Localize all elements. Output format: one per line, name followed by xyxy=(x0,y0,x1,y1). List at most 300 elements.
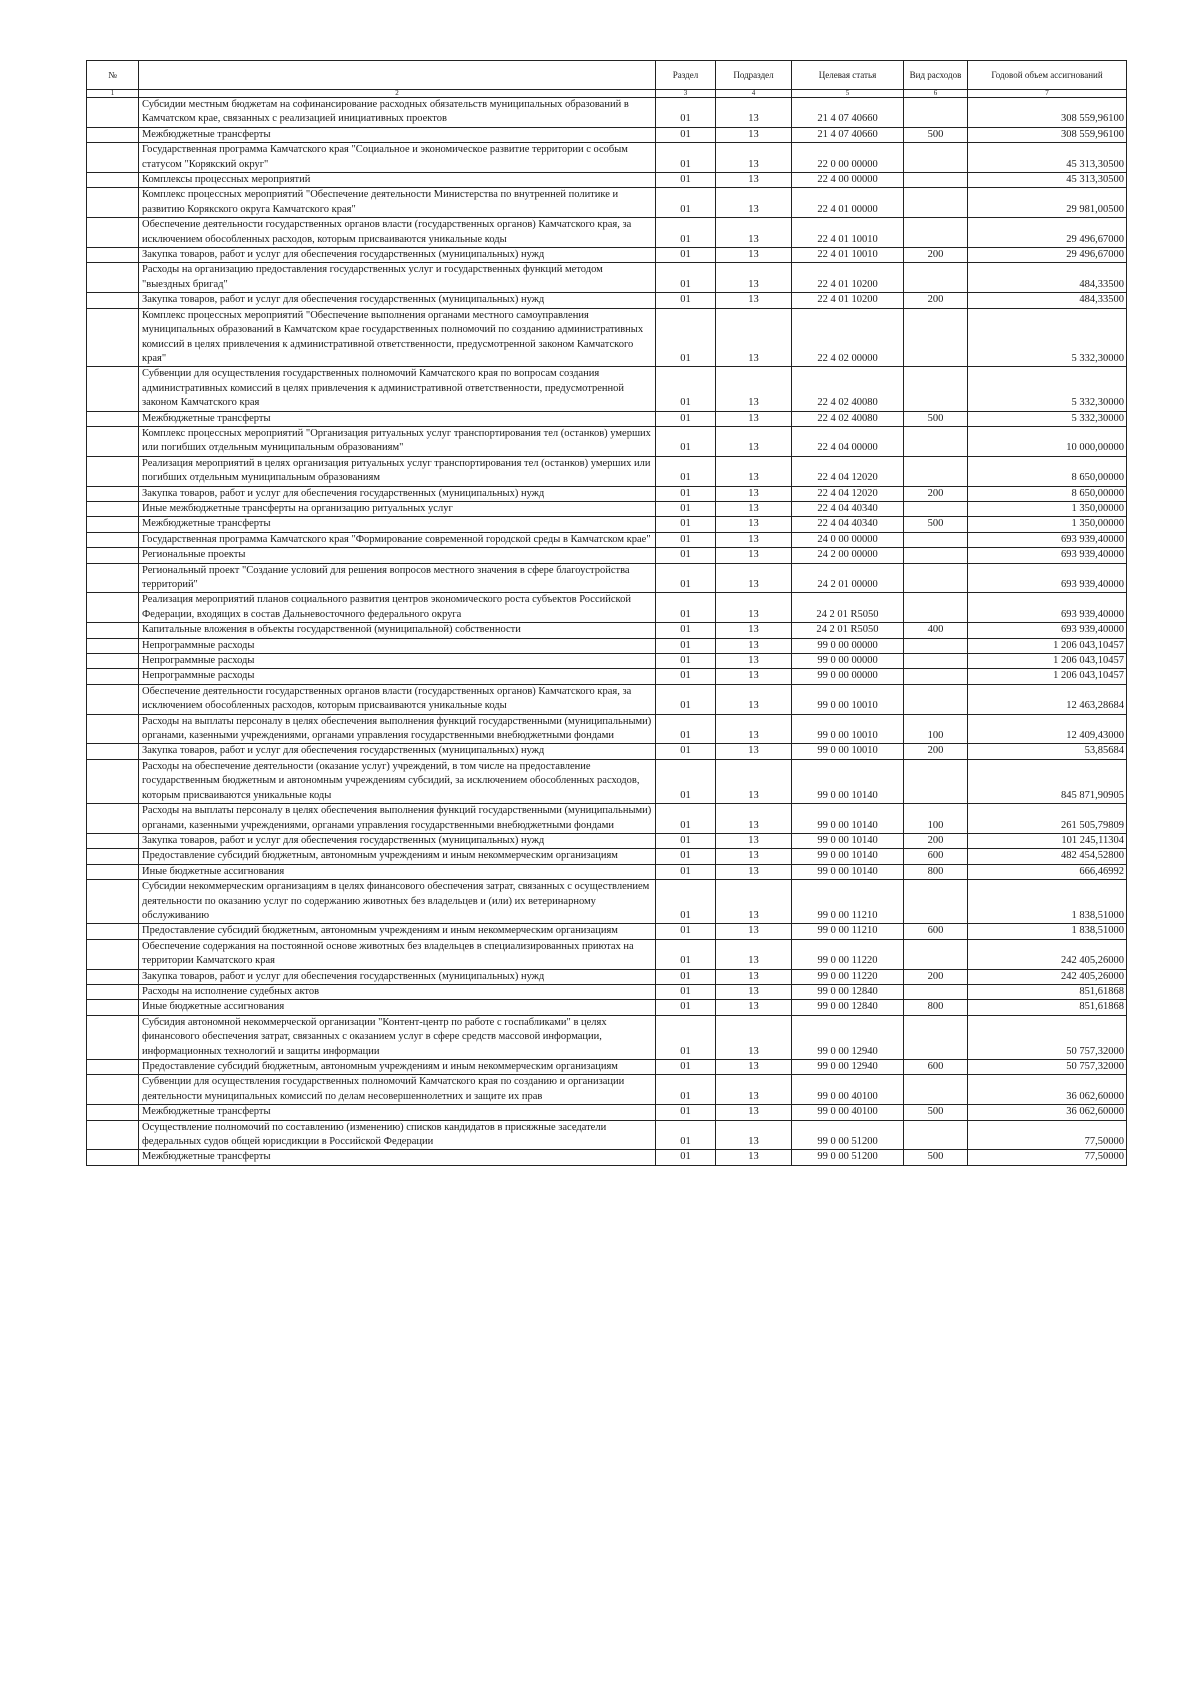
cell-expense-type: 200 xyxy=(904,486,968,501)
cell-amount: 1 206 043,10457 xyxy=(968,654,1127,669)
cell-name: Региональные проекты xyxy=(139,548,656,563)
cell-amount: 693 939,40000 xyxy=(968,532,1127,547)
cell-target-article: 99 0 00 10010 xyxy=(792,684,904,714)
cell-podrazdel: 13 xyxy=(716,969,792,984)
cell-name: Субсидии местным бюджетам на софинансирование расходных обязательств муниципальных образований в Камчатском крае, связанных с реализацией инициативных проектов xyxy=(139,98,656,128)
cell-razdel: 01 xyxy=(656,714,716,744)
cell-num xyxy=(87,939,139,969)
cell-target-article: 22 4 04 12020 xyxy=(792,456,904,486)
cell-num xyxy=(87,669,139,684)
cell-expense-type xyxy=(904,456,968,486)
cell-amount: 77,50000 xyxy=(968,1150,1127,1165)
cell-amount: 5 332,30000 xyxy=(968,411,1127,426)
cell-podrazdel: 13 xyxy=(716,1075,792,1105)
cell-name: Государственная программа Камчатского края "Социальное и экономическое развитие территории с особым статусом "Корякский округ" xyxy=(139,143,656,173)
cell-name: Предоставление субсидий бюджетным, автономным учреждениям и иным некоммерческим организациям xyxy=(139,1060,656,1075)
table-row xyxy=(87,759,1127,803)
table-row xyxy=(87,411,1127,426)
cell-podrazdel: 13 xyxy=(716,98,792,128)
table-row xyxy=(87,593,1127,623)
cell-amount: 693 939,40000 xyxy=(968,623,1127,638)
cell-expense-type xyxy=(904,759,968,803)
cell-name: Расходы на обеспечение деятельности (оказание услуг) учреждений, в том числе на предоставление государственным бюджетным и автономным учреждениям субсидий, за исключением обособленных расходов, которым присваиваются уникальные коды xyxy=(139,759,656,803)
cell-target-article: 22 4 02 40080 xyxy=(792,411,904,426)
header-annual-volume: Годовой объем ассигнований xyxy=(968,61,1127,90)
cell-target-article: 24 2 00 00000 xyxy=(792,548,904,563)
cell-razdel: 01 xyxy=(656,804,716,834)
cell-expense-type: 500 xyxy=(904,127,968,142)
cell-name: Региональный проект "Создание условий для решения вопросов местного значения в сфере благоустройства территорий" xyxy=(139,563,656,593)
cell-amount: 45 313,30500 xyxy=(968,173,1127,188)
table-row xyxy=(87,969,1127,984)
cell-expense-type xyxy=(904,654,968,669)
cell-razdel: 01 xyxy=(656,880,716,924)
cell-expense-type xyxy=(904,218,968,248)
cell-target-article: 99 0 00 12840 xyxy=(792,984,904,999)
table-row xyxy=(87,924,1127,939)
cell-podrazdel: 13 xyxy=(716,308,792,367)
cell-num xyxy=(87,501,139,516)
cell-razdel: 01 xyxy=(656,984,716,999)
cell-expense-type xyxy=(904,308,968,367)
cell-amount: 482 454,52800 xyxy=(968,849,1127,864)
cell-amount: 29 496,67000 xyxy=(968,248,1127,263)
cell-name: Субвенции для осуществления государственных полномочий Камчатского края по созданию и организации деятельности муниципальных комиссий по делам несовершеннолетних и защите их прав xyxy=(139,1075,656,1105)
cell-num xyxy=(87,849,139,864)
cell-name: Иные межбюджетные трансферты на организацию ритуальных услуг xyxy=(139,501,656,516)
budget-table-sheet xyxy=(86,60,1126,1166)
cell-name: Межбюджетные трансферты xyxy=(139,517,656,532)
cell-target-article: 21 4 07 40660 xyxy=(792,98,904,128)
table-row xyxy=(87,864,1127,879)
cell-name: Расходы на выплаты персоналу в целях обеспечения выполнения функций государственными (муниципальными) органами, казенными учреждениями, органами управления государственными внебюджетными фондами xyxy=(139,804,656,834)
cell-podrazdel: 13 xyxy=(716,684,792,714)
cell-name: Субвенции для осуществления государственных полномочий Камчатского края по вопросам создания административных комиссий в целях привлечения к административной ответственности, предусмотренной законом Камчатского края xyxy=(139,367,656,411)
table-row xyxy=(87,486,1127,501)
cell-target-article: 22 4 02 00000 xyxy=(792,308,904,367)
table-row xyxy=(87,1075,1127,1105)
cell-name: Предоставление субсидий бюджетным, автономным учреждениям и иным некоммерческим организациям xyxy=(139,924,656,939)
cell-expense-type xyxy=(904,263,968,293)
table-row xyxy=(87,367,1127,411)
cell-podrazdel: 13 xyxy=(716,563,792,593)
cell-expense-type xyxy=(904,984,968,999)
cell-podrazdel: 13 xyxy=(716,939,792,969)
cell-expense-type xyxy=(904,367,968,411)
cell-amount: 10 000,00000 xyxy=(968,426,1127,456)
table-row xyxy=(87,532,1127,547)
cell-podrazdel: 13 xyxy=(716,501,792,516)
table-row xyxy=(87,684,1127,714)
table-row xyxy=(87,293,1127,308)
cell-amount: 1 838,51000 xyxy=(968,924,1127,939)
cell-name: Государственная программа Камчатского края "Формирование современной городской среды в Камчатском крае" xyxy=(139,532,656,547)
cell-name: Субсидия автономной некоммерческой организации "Контент-центр по работе с госпабликами" в целях финансового обеспечения затрат, связанных с оказанием услуг в сфере средств массовой информации, информационных технологий и защиты информации xyxy=(139,1015,656,1059)
cell-razdel: 01 xyxy=(656,188,716,218)
cell-target-article: 99 0 00 40100 xyxy=(792,1075,904,1105)
cell-podrazdel: 13 xyxy=(716,517,792,532)
cell-razdel: 01 xyxy=(656,248,716,263)
cell-podrazdel: 13 xyxy=(716,638,792,653)
cell-razdel: 01 xyxy=(656,623,716,638)
cell-name: Непрограммные расходы xyxy=(139,669,656,684)
table-row xyxy=(87,1060,1127,1075)
cell-amount: 12 463,28684 xyxy=(968,684,1127,714)
cell-name: Комплекс процессных мероприятий "Обеспечение деятельности Министерства по внутренней политике и развитию Корякского округа Камчатского края" xyxy=(139,188,656,218)
cell-num xyxy=(87,532,139,547)
cell-razdel: 01 xyxy=(656,218,716,248)
cell-num xyxy=(87,367,139,411)
cell-num xyxy=(87,1120,139,1150)
cell-razdel: 01 xyxy=(656,1105,716,1120)
cell-amount: 693 939,40000 xyxy=(968,563,1127,593)
cell-expense-type xyxy=(904,143,968,173)
cell-podrazdel: 13 xyxy=(716,744,792,759)
cell-razdel: 01 xyxy=(656,1015,716,1059)
cell-expense-type xyxy=(904,638,968,653)
cell-podrazdel: 13 xyxy=(716,1060,792,1075)
column-index: 4 xyxy=(716,90,792,98)
column-index: 6 xyxy=(904,90,968,98)
cell-amount: 36 062,60000 xyxy=(968,1105,1127,1120)
cell-razdel: 01 xyxy=(656,98,716,128)
cell-amount: 8 650,00000 xyxy=(968,456,1127,486)
table-row xyxy=(87,623,1127,638)
cell-podrazdel: 13 xyxy=(716,173,792,188)
cell-expense-type xyxy=(904,1015,968,1059)
cell-target-article: 99 0 00 00000 xyxy=(792,669,904,684)
cell-amount: 29 981,00500 xyxy=(968,188,1127,218)
cell-podrazdel: 13 xyxy=(716,426,792,456)
cell-num xyxy=(87,1105,139,1120)
cell-num xyxy=(87,638,139,653)
table-body xyxy=(87,98,1127,1166)
cell-podrazdel: 13 xyxy=(716,984,792,999)
table-row xyxy=(87,849,1127,864)
cell-podrazdel: 13 xyxy=(716,293,792,308)
cell-razdel: 01 xyxy=(656,501,716,516)
cell-name: Предоставление субсидий бюджетным, автономным учреждениям и иным некоммерческим организациям xyxy=(139,849,656,864)
table-row xyxy=(87,744,1127,759)
cell-razdel: 01 xyxy=(656,939,716,969)
cell-amount: 29 496,67000 xyxy=(968,218,1127,248)
cell-amount: 693 939,40000 xyxy=(968,593,1127,623)
cell-expense-type: 600 xyxy=(904,849,968,864)
cell-amount: 8 650,00000 xyxy=(968,486,1127,501)
cell-num xyxy=(87,517,139,532)
cell-podrazdel: 13 xyxy=(716,759,792,803)
column-index: 7 xyxy=(968,90,1127,98)
cell-amount: 101 245,11304 xyxy=(968,833,1127,848)
cell-name: Комплекс процессных мероприятий "Обеспечение выполнения органами местного самоуправления муниципальных образований в Камчатском крае государственных полномочий по созданию административных комиссий в целях привлечения к административной ответственности, предусмотренной законом Камчатского края" xyxy=(139,308,656,367)
table-row xyxy=(87,714,1127,744)
header-row xyxy=(87,61,1127,90)
cell-amount: 851,61868 xyxy=(968,1000,1127,1015)
cell-amount: 484,33500 xyxy=(968,263,1127,293)
cell-num xyxy=(87,98,139,128)
cell-razdel: 01 xyxy=(656,924,716,939)
cell-razdel: 01 xyxy=(656,456,716,486)
cell-name: Расходы на выплаты персоналу в целях обеспечения выполнения функций государственными (муниципальными) органами, казенными учреждениями, органами управления государственными внебюджетными фондами xyxy=(139,714,656,744)
cell-amount: 693 939,40000 xyxy=(968,548,1127,563)
cell-target-article: 24 0 00 00000 xyxy=(792,532,904,547)
cell-name: Межбюджетные трансферты xyxy=(139,411,656,426)
table-row xyxy=(87,833,1127,848)
cell-target-article: 22 4 00 00000 xyxy=(792,173,904,188)
table-row xyxy=(87,1105,1127,1120)
cell-amount: 1 206 043,10457 xyxy=(968,669,1127,684)
cell-name: Иные бюджетные ассигнования xyxy=(139,1000,656,1015)
cell-target-article: 24 2 01 R5050 xyxy=(792,593,904,623)
cell-target-article: 24 2 01 R5050 xyxy=(792,623,904,638)
cell-num xyxy=(87,411,139,426)
cell-target-article: 99 0 00 00000 xyxy=(792,638,904,653)
cell-expense-type xyxy=(904,426,968,456)
cell-num xyxy=(87,833,139,848)
cell-expense-type: 100 xyxy=(904,714,968,744)
table-row xyxy=(87,984,1127,999)
cell-target-article: 99 0 00 10140 xyxy=(792,833,904,848)
cell-razdel: 01 xyxy=(656,426,716,456)
cell-amount: 484,33500 xyxy=(968,293,1127,308)
cell-razdel: 01 xyxy=(656,517,716,532)
cell-amount: 5 332,30000 xyxy=(968,308,1127,367)
cell-target-article: 99 0 00 11210 xyxy=(792,924,904,939)
cell-num xyxy=(87,924,139,939)
cell-name: Капитальные вложения в объекты государственной (муниципальной) собственности xyxy=(139,623,656,638)
table-row xyxy=(87,143,1127,173)
cell-expense-type: 500 xyxy=(904,517,968,532)
cell-target-article: 22 4 02 40080 xyxy=(792,367,904,411)
cell-amount: 5 332,30000 xyxy=(968,367,1127,411)
table-row xyxy=(87,308,1127,367)
cell-expense-type: 200 xyxy=(904,969,968,984)
cell-razdel: 01 xyxy=(656,1075,716,1105)
cell-razdel: 01 xyxy=(656,969,716,984)
cell-podrazdel: 13 xyxy=(716,1120,792,1150)
table-row xyxy=(87,188,1127,218)
cell-target-article: 99 0 00 51200 xyxy=(792,1120,904,1150)
cell-num xyxy=(87,969,139,984)
cell-num xyxy=(87,984,139,999)
cell-target-article: 99 0 00 11220 xyxy=(792,939,904,969)
cell-name: Комплексы процессных мероприятий xyxy=(139,173,656,188)
table-row xyxy=(87,1120,1127,1150)
cell-name: Непрограммные расходы xyxy=(139,638,656,653)
cell-num xyxy=(87,1060,139,1075)
table-row xyxy=(87,654,1127,669)
cell-amount: 1 350,00000 xyxy=(968,517,1127,532)
cell-expense-type xyxy=(904,188,968,218)
cell-expense-type: 500 xyxy=(904,411,968,426)
cell-podrazdel: 13 xyxy=(716,218,792,248)
cell-expense-type xyxy=(904,173,968,188)
cell-amount: 53,85684 xyxy=(968,744,1127,759)
cell-target-article: 22 4 01 10200 xyxy=(792,263,904,293)
cell-razdel: 01 xyxy=(656,849,716,864)
cell-podrazdel: 13 xyxy=(716,143,792,173)
cell-num xyxy=(87,804,139,834)
cell-name: Осуществление полномочий по составлению (изменению) списков кандидатов в присяжные заседатели федеральных судов общей юрисдикции в Российской Федерации xyxy=(139,1120,656,1150)
cell-amount: 36 062,60000 xyxy=(968,1075,1127,1105)
cell-num xyxy=(87,623,139,638)
cell-podrazdel: 13 xyxy=(716,833,792,848)
cell-num xyxy=(87,1000,139,1015)
cell-razdel: 01 xyxy=(656,593,716,623)
cell-amount: 261 505,79809 xyxy=(968,804,1127,834)
cell-num xyxy=(87,188,139,218)
cell-num xyxy=(87,1015,139,1059)
cell-podrazdel: 13 xyxy=(716,548,792,563)
cell-razdel: 01 xyxy=(656,486,716,501)
cell-podrazdel: 13 xyxy=(716,714,792,744)
cell-razdel: 01 xyxy=(656,293,716,308)
cell-target-article: 99 0 00 12940 xyxy=(792,1060,904,1075)
table-row xyxy=(87,173,1127,188)
cell-target-article: 99 0 00 10140 xyxy=(792,864,904,879)
cell-razdel: 01 xyxy=(656,263,716,293)
cell-num xyxy=(87,744,139,759)
table-row xyxy=(87,1015,1127,1059)
cell-expense-type: 800 xyxy=(904,1000,968,1015)
header-name xyxy=(139,61,656,90)
cell-target-article: 99 0 00 51200 xyxy=(792,1150,904,1165)
cell-expense-type xyxy=(904,98,968,128)
cell-expense-type xyxy=(904,1075,968,1105)
cell-amount: 242 405,26000 xyxy=(968,939,1127,969)
cell-podrazdel: 13 xyxy=(716,1150,792,1165)
cell-target-article: 22 4 04 40340 xyxy=(792,517,904,532)
cell-name: Реализация мероприятий планов социального развития центров экономического роста субъектов Российской Федерации, входящих в состав Дальневосточного федерального округа xyxy=(139,593,656,623)
cell-target-article: 22 4 04 40340 xyxy=(792,501,904,516)
cell-razdel: 01 xyxy=(656,1060,716,1075)
cell-target-article: 99 0 00 10140 xyxy=(792,849,904,864)
table-row xyxy=(87,1150,1127,1165)
cell-name: Иные бюджетные ассигнования xyxy=(139,864,656,879)
cell-num xyxy=(87,654,139,669)
cell-podrazdel: 13 xyxy=(716,367,792,411)
cell-amount: 308 559,96100 xyxy=(968,98,1127,128)
cell-podrazdel: 13 xyxy=(716,924,792,939)
cell-name: Закупка товаров, работ и услуг для обеспечения государственных (муниципальных) нужд xyxy=(139,486,656,501)
cell-expense-type: 800 xyxy=(904,864,968,879)
column-index-row xyxy=(87,90,1127,98)
cell-num xyxy=(87,426,139,456)
cell-expense-type: 500 xyxy=(904,1150,968,1165)
cell-num xyxy=(87,173,139,188)
cell-target-article: 99 0 00 10010 xyxy=(792,714,904,744)
cell-expense-type xyxy=(904,939,968,969)
cell-name: Непрограммные расходы xyxy=(139,654,656,669)
cell-name: Закупка товаров, работ и услуг для обеспечения государственных (муниципальных) нужд xyxy=(139,293,656,308)
header-target-article: Целевая статья xyxy=(792,61,904,90)
table-row xyxy=(87,456,1127,486)
cell-target-article: 22 0 00 00000 xyxy=(792,143,904,173)
cell-podrazdel: 13 xyxy=(716,669,792,684)
cell-num xyxy=(87,1150,139,1165)
cell-razdel: 01 xyxy=(656,532,716,547)
cell-expense-type: 400 xyxy=(904,623,968,638)
table-row xyxy=(87,563,1127,593)
cell-razdel: 01 xyxy=(656,833,716,848)
cell-razdel: 01 xyxy=(656,127,716,142)
cell-target-article: 99 0 00 12840 xyxy=(792,1000,904,1015)
cell-expense-type: 100 xyxy=(904,804,968,834)
cell-target-article: 22 4 01 10010 xyxy=(792,218,904,248)
table-row xyxy=(87,804,1127,834)
cell-amount: 50 757,32000 xyxy=(968,1060,1127,1075)
cell-num xyxy=(87,880,139,924)
cell-podrazdel: 13 xyxy=(716,411,792,426)
cell-podrazdel: 13 xyxy=(716,1015,792,1059)
cell-target-article: 99 0 00 40100 xyxy=(792,1105,904,1120)
cell-razdel: 01 xyxy=(656,173,716,188)
budget-allocation-table xyxy=(86,60,1127,1166)
table-row xyxy=(87,638,1127,653)
cell-num xyxy=(87,684,139,714)
cell-name: Закупка товаров, работ и услуг для обеспечения государственных (муниципальных) нужд xyxy=(139,969,656,984)
table-row xyxy=(87,669,1127,684)
cell-expense-type: 200 xyxy=(904,248,968,263)
table-row xyxy=(87,248,1127,263)
cell-razdel: 01 xyxy=(656,563,716,593)
cell-amount: 242 405,26000 xyxy=(968,969,1127,984)
table-row xyxy=(87,880,1127,924)
cell-podrazdel: 13 xyxy=(716,864,792,879)
cell-target-article: 99 0 00 00000 xyxy=(792,654,904,669)
cell-podrazdel: 13 xyxy=(716,248,792,263)
cell-amount: 308 559,96100 xyxy=(968,127,1127,142)
cell-expense-type xyxy=(904,684,968,714)
cell-podrazdel: 13 xyxy=(716,263,792,293)
cell-name: Обеспечение содержания на постоянной основе животных без владельцев в специализированных приютах на территории Камчатского края xyxy=(139,939,656,969)
table-row xyxy=(87,501,1127,516)
cell-num xyxy=(87,456,139,486)
cell-razdel: 01 xyxy=(656,1150,716,1165)
cell-target-article: 22 4 01 10010 xyxy=(792,248,904,263)
cell-razdel: 01 xyxy=(656,367,716,411)
cell-expense-type xyxy=(904,532,968,547)
cell-num xyxy=(87,293,139,308)
cell-name: Закупка товаров, работ и услуг для обеспечения государственных (муниципальных) нужд xyxy=(139,744,656,759)
cell-num xyxy=(87,308,139,367)
cell-razdel: 01 xyxy=(656,143,716,173)
table-row xyxy=(87,1000,1127,1015)
cell-razdel: 01 xyxy=(656,684,716,714)
cell-target-article: 21 4 07 40660 xyxy=(792,127,904,142)
cell-target-article: 99 0 00 12940 xyxy=(792,1015,904,1059)
cell-num xyxy=(87,714,139,744)
header-expense-type: Вид расходов xyxy=(904,61,968,90)
cell-amount: 77,50000 xyxy=(968,1120,1127,1150)
cell-razdel: 01 xyxy=(656,864,716,879)
cell-target-article: 99 0 00 10140 xyxy=(792,804,904,834)
column-index: 2 xyxy=(139,90,656,98)
cell-name: Реализация мероприятий в целях организация ритуальных услуг транспортирования тел (останков) умерших или погибших отдельным муниципальным образованиям xyxy=(139,456,656,486)
cell-razdel: 01 xyxy=(656,744,716,759)
cell-name: Обеспечение деятельности государственных органов власти (государственных органов) Камчатского края, за исключением обособленных расходов, которым присваиваются уникальные коды xyxy=(139,684,656,714)
cell-razdel: 01 xyxy=(656,654,716,669)
cell-podrazdel: 13 xyxy=(716,188,792,218)
cell-target-article: 22 4 04 12020 xyxy=(792,486,904,501)
cell-name: Межбюджетные трансферты xyxy=(139,127,656,142)
cell-razdel: 01 xyxy=(656,1120,716,1150)
cell-num xyxy=(87,548,139,563)
cell-amount: 1 206 043,10457 xyxy=(968,638,1127,653)
cell-razdel: 01 xyxy=(656,308,716,367)
table-row xyxy=(87,218,1127,248)
cell-podrazdel: 13 xyxy=(716,1105,792,1120)
